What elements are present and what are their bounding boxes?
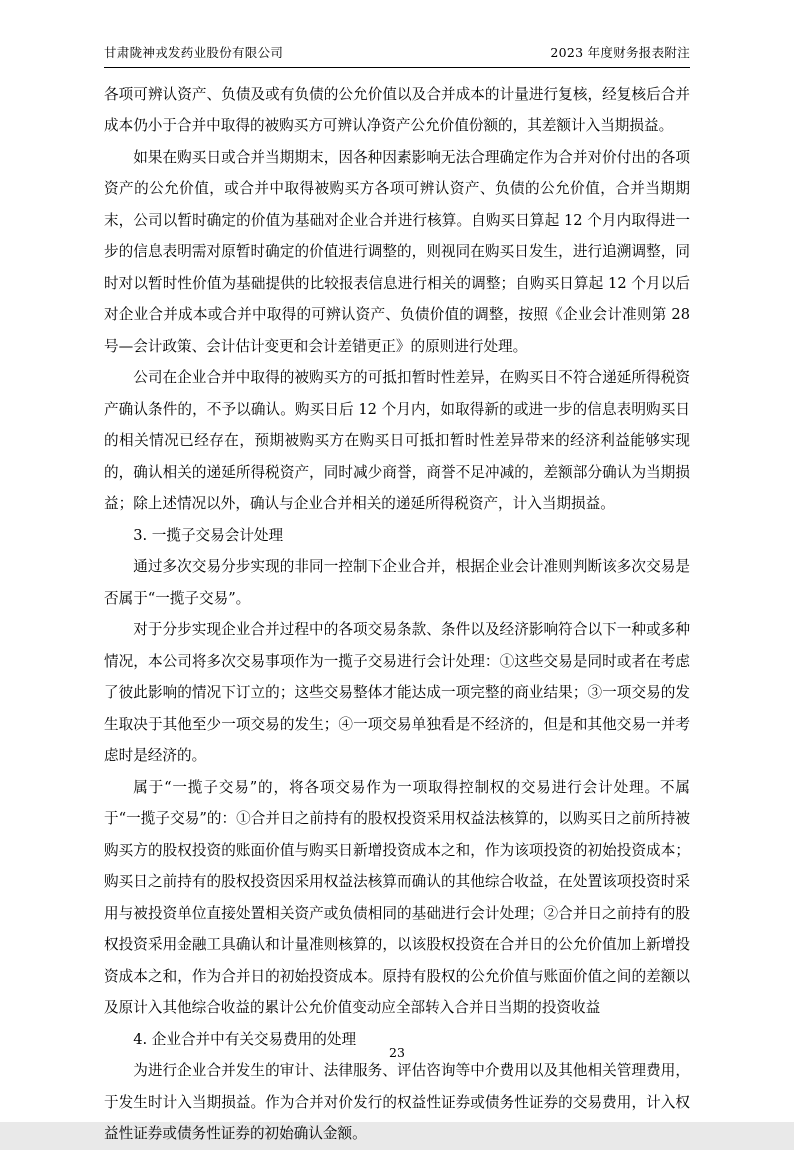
body-text: [104, 79, 690, 1150]
paragraph: 为进行企业合并发生的审计、法律服务、评估咨询等中介费用以及其他相关管理费用，于发生时计入当期损益。作为合并对价发行的权益性证券或债务性证券的交易费用，计入权益性证券或债务性证券的初始确认金额。: [104, 1062, 690, 1142]
paragraph: 如果在购买日或合并当期期末，因各种因素影响无法合理确定作为合并对价付出的各项资产的公允价值，或合并中取得被购买方各项可辨认资产、负债的公允价值，合并当期期末，公司以暂时确定的价值为基础对企业合并进行核算。自购买日算起 12 个月内取得进一步的信息表明需对原暂时确定的价值进行调整的，则视同在购买日发生，进行追溯调整，同时对以暂时性价值为基础提供的比较报表信息进行相关的调整；自购买日算起 12 个月以后对企业合并成本或合并中取得的可辨认资产、负债价值的调整，按照《企业会计准则第 28 号—会计政策、会计估计变更和会计差错更正》的原则进行处理。: [104, 148, 690, 355]
paragraph: 各项可辨认资产、负债及或有负债的公允价值以及合并成本的计量进行复核，经复核后合并成本仍小于合并中取得的被购买方可辨认净资产公允价值份额的，其差额计入当期损益。: [104, 85, 690, 134]
page-header: [104, 44, 690, 67]
section-heading: 3. 一揽子交易会计处理: [133, 526, 284, 544]
paragraph: 属于“一揽子交易”的，将各项交易作为一项取得控制权的交易进行会计处理。不属于“一揽子交易”的：①合并日之前持有的股权投资采用权益法核算的，以购买日之前所持被购买方的股权投资的账面价值与购买日新增投资成本之和，作为该项投资的初始投资成本；购买日之前持有的股权投资因采用权益法核算而确认的其他综合收益，在处置该项投资时采用与被投资单位直接处置相关资产或负债相同的基础进行会计处理；②合并日之前持有的股权投资采用金融工具确认和计量准则核算的，以该股权投资在合并日的公允价值加上新增投资成本之和，作为合并日的初始投资成本。原持有股权的公允价值与账面价值之间的差额以及原计入其他综合收益的累计公允价值变动应全部转入合并日当期的投资收益: [104, 778, 690, 1016]
header-company-name: 甘肃陇神戎发药业股份有限公司: [104, 45, 284, 60]
paragraph: 通过多次交易分步实现的非同一控制下企业合并，根据企业会计准则判断该多次交易是否属于“一揽子交易”。: [104, 558, 690, 607]
paragraph: 公司在企业合并中取得的被购买方的可抵扣暂时性差异，在购买日不符合递延所得税资产确认条件的，不予以确认。购买日后 12 个月内，如取得新的或进一步的信息表明购买日的相关情况已经存在，预期被购买方在购买日可抵扣暂时性差异带来的经济利益能够实现的，确认相关的递延所得税资产，同时减少商誉，商誉不足冲减的，差额部分确认为当期损益；除上述情况以外，确认与企业合并相关的递延所得税资产，计入当期损益。: [104, 369, 690, 512]
page-content: [104, 44, 690, 1150]
section-heading: 4. 企业合并中有关交易费用的处理: [133, 1030, 357, 1048]
paragraph: 对于分步实现企业合并过程中的各项交易条款、条件以及经济影响符合以下一种或多种情况，本公司将多次交易事项作为一揽子交易进行会计处理：①这些交易是同时或者在考虑了彼此影响的情况下订立的；这些交易整体才能达成一项完整的商业结果；③一项交易的发生取决于其他至少一项交易的发生；④一项交易单独看是不经济的，但是和其他交易一并考虑时是经济的。: [104, 621, 690, 764]
header-report-title: 2023 年度财务报表附注: [550, 45, 690, 60]
page-number: 23: [389, 1045, 405, 1060]
header-divider: [104, 67, 690, 68]
page-footer: [0, 1045, 794, 1060]
